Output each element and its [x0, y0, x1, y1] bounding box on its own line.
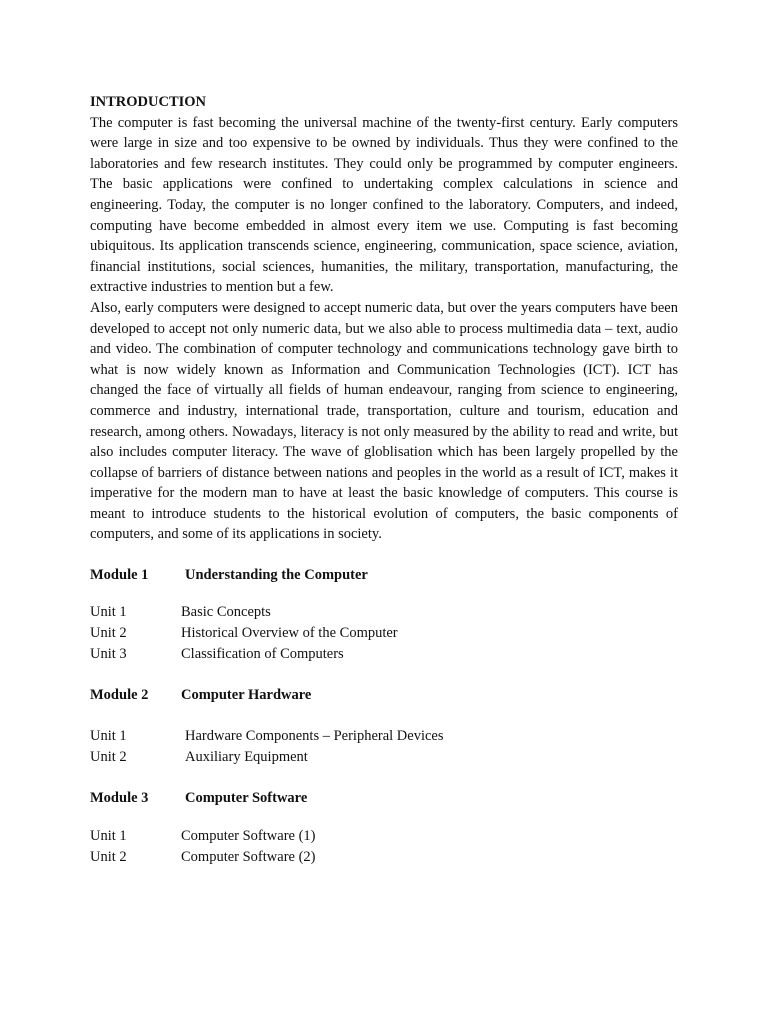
module-label: Module 3 — [90, 790, 149, 806]
unit-label: Unit 1 — [90, 604, 127, 620]
unit-label: Unit 1 — [90, 728, 127, 744]
unit-label: Unit 3 — [90, 646, 127, 662]
module-1-unit-1 — [90, 602, 271, 622]
module-title: Understanding the Computer — [185, 567, 368, 583]
introduction-section — [90, 92, 678, 545]
module-3-unit-2 — [90, 847, 316, 867]
unit-title: Historical Overview of the Computer — [181, 625, 398, 641]
unit-label: Unit 1 — [90, 828, 127, 844]
module-title: Computer Hardware — [181, 687, 312, 703]
unit-label: Unit 2 — [90, 625, 127, 641]
unit-title: Basic Concepts — [181, 604, 271, 620]
module-3-heading — [90, 788, 307, 808]
module-title: Computer Software — [185, 790, 308, 806]
unit-title: Computer Software (1) — [181, 828, 316, 844]
module-1-unit-2 — [90, 623, 398, 643]
introduction-heading: INTRODUCTION — [90, 94, 207, 110]
unit-label: Unit 2 — [90, 849, 127, 865]
unit-label: Unit 2 — [90, 749, 127, 765]
introduction-paragraph-1: The computer is fast becoming the universal machine of the twenty-first century. Early computers were large in size and too expensive to be owned by individuals. Thus they were confined to the laboratories and few research institutes. They could only be programmed by computer engineers. The basic applications were confined to undertaking complex calculations in science and engineering. Today, the computer is no longer confined to the laboratory. Computers, and indeed, computing have become embedded in almost every item we use. Computing is fast becoming ubiquitous. Its application transcends science, engineering, communication, space science, aviation, financial institutions, social sciences, humanities, the military, transportation, manufacturing, the extractive industries to mention but a few. — [90, 114, 678, 296]
module-2-unit-2 — [90, 747, 308, 767]
module-1-unit-3 — [90, 644, 344, 664]
introduction-paragraph-2: Also, early computers were designed to accept numeric data, but over the years computers have been developed to accept not only numeric data, but we also able to process multimedia data – text, audio and video. The combination of computer technology and communications technology gave birth to what is now widely known as Information and Communication Technologies (ICT). ICT has changed the face of virtually all fields of human endeavour, ranging from science to engineering, commerce and industry, international trade, transportation, culture and tourism, education and research, among others. Nowadays, literacy is not only measured by the ability to read and write, but also includes computer literacy. The wave of globlisation which has been largely propelled by the collapse of barriers of distance between nations and peoples in the world as a result of ICT, makes it imperative for the modern man to have at least the basic knowledge of computers. This course is meant to introduce students to the historical evolution of computers, the basic components of computers, and some of its applications in society. — [90, 299, 678, 543]
module-label: Module 1 — [90, 567, 149, 583]
module-3-unit-1 — [90, 826, 316, 846]
module-2-heading — [90, 685, 311, 705]
unit-title: Auxiliary Equipment — [185, 749, 308, 765]
unit-title: Hardware Components – Peripheral Devices — [185, 728, 444, 744]
module-1-heading — [90, 565, 368, 585]
unit-title: Computer Software (2) — [181, 849, 316, 865]
unit-title: Classification of Computers — [181, 646, 344, 662]
module-2-unit-1 — [90, 726, 444, 746]
module-label: Module 2 — [90, 687, 149, 703]
